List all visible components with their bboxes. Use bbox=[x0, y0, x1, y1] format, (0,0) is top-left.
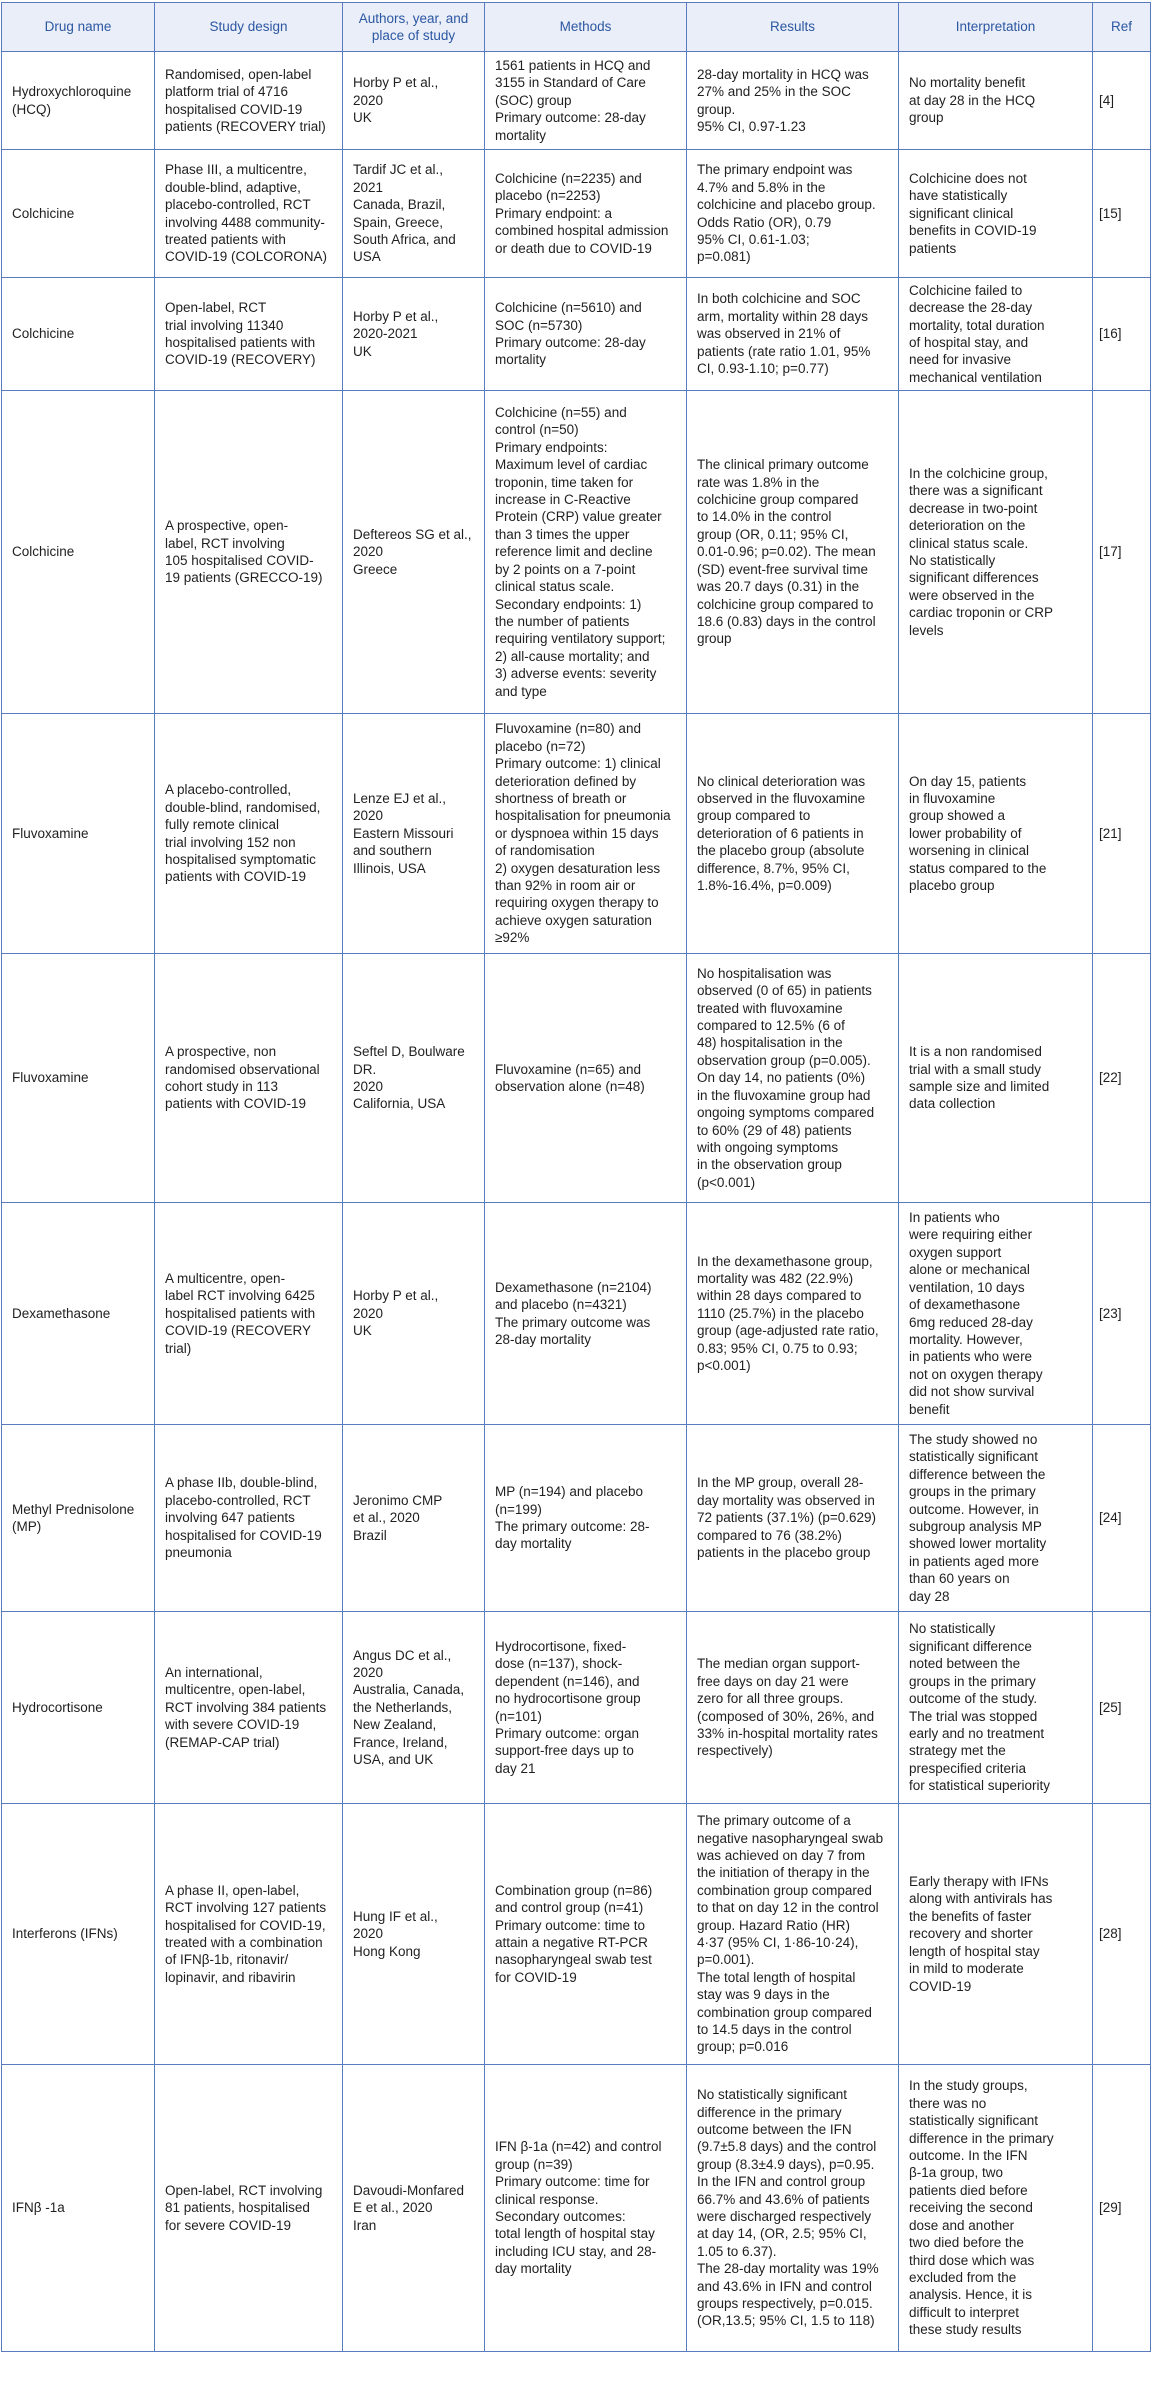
table-row bbox=[2, 52, 1151, 150]
results-cell: In the MP group, overall 28- day mortality was observed in 72 patients (37.1%) (p=0.629) compared to 76 (38.2%) patients in the placebo group bbox=[687, 1425, 899, 1612]
table-row bbox=[2, 1203, 1151, 1425]
drug-name-cell: Methyl Prednisolone (MP) bbox=[2, 1425, 155, 1612]
study-design-cell: Open-label, RCT involving 81 patients, hospitalised for severe COVID-19 bbox=[155, 2065, 343, 2352]
interpretation-cell: On day 15, patients in fluvoxamine group showed a lower probability of worsening in clinical status compared to the placebo group bbox=[899, 714, 1093, 954]
ref-cell: [4] bbox=[1093, 52, 1151, 150]
methods-cell: Fluvoxamine (n=80) and placebo (n=72) Primary outcome: 1) clinical deterioration defined by shortness of breath or hospitalisation for pneumonia or dyspnoea within 15 days of randomisation 2) oxygen desaturation less than 92% in room air or requiring oxygen therapy to achieve oxygen saturation ≥92% bbox=[485, 714, 687, 954]
header-authors: Authors, year, and place of study bbox=[343, 3, 485, 52]
study-design-cell: A phase IIb, double-blind, placebo-controlled, RCT involving 647 patients hospitalised for COVID-19 pneumonia bbox=[155, 1425, 343, 1612]
methods-cell: Fluvoxamine (n=65) and observation alone (n=48) bbox=[485, 954, 687, 1203]
methods-cell: IFN β-1a (n=42) and control group (n=39) Primary outcome: time for clinical response. Secondary outcomes: total length of hospital stay including ICU stay, and 28- day mortality bbox=[485, 2065, 687, 2352]
ref-cell: [24] bbox=[1093, 1425, 1151, 1612]
authors-cell: Davoudi-Monfared E et al., 2020 Iran bbox=[343, 2065, 485, 2352]
header-methods: Methods bbox=[485, 3, 687, 52]
ref-cell: [28] bbox=[1093, 1804, 1151, 2065]
ref-cell: [23] bbox=[1093, 1203, 1151, 1425]
authors-cell: Jeronimo CMP et al., 2020 Brazil bbox=[343, 1425, 485, 1612]
table-row bbox=[2, 150, 1151, 278]
drug-name-cell: Interferons (IFNs) bbox=[2, 1804, 155, 2065]
authors-cell: Hung IF et al., 2020 Hong Kong bbox=[343, 1804, 485, 2065]
results-cell: The primary outcome of a negative nasopharyngeal swab was achieved on day 7 from the initiation of therapy in the combination group compared to that on day 12 in the control group. Hazard Ratio (HR) 4·37 (95% CI, 1·86-10·24), p=0.001). The total length of hospital stay was 9 days in the combination group compared to 14.5 days in the control group; p=0.016 bbox=[687, 1804, 899, 2065]
table-row bbox=[2, 2065, 1151, 2352]
results-cell: The clinical primary outcome rate was 1.8% in the colchicine group compared to 14.0% in the control group (OR, 0.11; 95% CI, 0.01-0.96; p=0.02). The mean (SD) event-free survival time was 20.7 days (0.31) in the colchicine group compared to 18.6 (0.83) days in the control group bbox=[687, 391, 899, 714]
methods-cell: Hydrocortisone, fixed- dose (n=137), shock- dependent (n=146), and no hydrocortisone group (n=101) Primary outcome: organ support-free days up to day 21 bbox=[485, 1612, 687, 1804]
study-design-cell: Phase III, a multicentre, double-blind, adaptive, placebo-controlled, RCT involving 4488 community- treated patients with COVID-19 (COLCORONA) bbox=[155, 150, 343, 278]
methods-cell: Colchicine (n=5610) and SOC (n=5730) Primary outcome: 28-day mortality bbox=[485, 278, 687, 391]
interpretation-cell: In the study groups, there was no statistically significant difference in the primary outcome. In the IFN β-1a group, two patients died before receiving the second dose and another two died before the third dose which was excluded from the analysis. Hence, it is difficult to interpret these study results bbox=[899, 2065, 1093, 2352]
header-interpretation: Interpretation bbox=[899, 3, 1093, 52]
authors-cell: Angus DC et al., 2020 Australia, Canada, the Netherlands, New Zealand, France, Ireland, USA, and UK bbox=[343, 1612, 485, 1804]
table-row bbox=[2, 391, 1151, 714]
drug-name-cell: Colchicine bbox=[2, 278, 155, 391]
interpretation-cell: The study showed no statistically significant difference between the groups in the primary outcome. However, in subgroup analysis MP showed lower mortality in patients aged more than 60 years on day 28 bbox=[899, 1425, 1093, 1612]
authors-cell: Horby P et al., 2020-2021 UK bbox=[343, 278, 485, 391]
interpretation-cell: In patients who were requiring either oxygen support alone or mechanical ventilation, 10 days of dexamethasone 6mg reduced 28-day mortality. However, in patients who were not on oxygen therapy did not show survival benefit bbox=[899, 1203, 1093, 1425]
header-results: Results bbox=[687, 3, 899, 52]
drug-name-cell: Fluvoxamine bbox=[2, 954, 155, 1203]
study-design-cell: Open-label, RCT trial involving 11340 hospitalised patients with COVID-19 (RECOVERY) bbox=[155, 278, 343, 391]
drug-name-cell: IFNβ -1a bbox=[2, 2065, 155, 2352]
interpretation-cell: Early therapy with IFNs along with antivirals has the benefits of faster recovery and shorter length of hospital stay in mild to moderate COVID-19 bbox=[899, 1804, 1093, 2065]
table-row bbox=[2, 1425, 1151, 1612]
results-cell: The median organ support- free days on day 21 were zero for all three groups. (composed of 30%, 26%, and 33% in-hospital mortality rates respectively) bbox=[687, 1612, 899, 1804]
studies-table bbox=[1, 2, 1151, 2352]
header-study-design: Study design bbox=[155, 3, 343, 52]
authors-cell: Lenze EJ et al., 2020 Eastern Missouri and southern Illinois, USA bbox=[343, 714, 485, 954]
drug-name-cell: Fluvoxamine bbox=[2, 714, 155, 954]
drug-name-cell: Hydrocortisone bbox=[2, 1612, 155, 1804]
table-row bbox=[2, 954, 1151, 1203]
study-design-cell: A phase II, open-label, RCT involving 127 patients hospitalised for COVID-19, treated with a combination of IFNβ-1b, ritonavir/ lopinavir, and ribavirin bbox=[155, 1804, 343, 2065]
study-design-cell: A placebo-controlled, double-blind, randomised, fully remote clinical trial involving 152 non hospitalised symptomatic patients with COVID-19 bbox=[155, 714, 343, 954]
table-row bbox=[2, 714, 1151, 954]
study-design-cell: Randomised, open-label platform trial of 4716 hospitalised COVID-19 patients (RECOVERY trial) bbox=[155, 52, 343, 150]
study-design-cell: A multicentre, open- label RCT involving 6425 hospitalised patients with COVID-19 (RECOVERY trial) bbox=[155, 1203, 343, 1425]
drug-name-cell: Colchicine bbox=[2, 150, 155, 278]
study-design-cell: A prospective, non randomised observational cohort study in 113 patients with COVID-19 bbox=[155, 954, 343, 1203]
interpretation-cell: No statistically significant difference noted between the groups in the primary outcome of the study. The trial was stopped early and no treatment strategy met the prespecified criteria for statistical superiority bbox=[899, 1612, 1093, 1804]
methods-cell: Colchicine (n=55) and control (n=50) Primary endpoints: Maximum level of cardiac troponin, time taken for increase in C-Reactive Protein (CRP) value greater than 3 times the upper reference limit and decline by 2 points on a 7-point clinical status scale. Secondary endpoints: 1) the number of patients requiring ventilatory support; 2) all-cause mortality; and 3) adverse events: severity and type bbox=[485, 391, 687, 714]
drug-name-cell: Colchicine bbox=[2, 391, 155, 714]
drug-name-cell: Hydroxychloroquine (HCQ) bbox=[2, 52, 155, 150]
header-row bbox=[2, 3, 1151, 52]
results-cell: No hospitalisation was observed (0 of 65) in patients treated with fluvoxamine compared to 12.5% (6 of 48) hospitalisation in the observation group (p=0.005). On day 14, no patients (0%) in the fluvoxamine group had ongoing symptoms compared to 60% (29 of 48) patients with ongoing symptoms in the observation group (p<0.001) bbox=[687, 954, 899, 1203]
results-cell: No clinical deterioration was observed in the fluvoxamine group compared to deterioration of 6 patients in the placebo group (absolute difference, 8.7%, 95% CI, 1.8%-16.4%, p=0.009) bbox=[687, 714, 899, 954]
ref-cell: [25] bbox=[1093, 1612, 1151, 1804]
ref-cell: [16] bbox=[1093, 278, 1151, 391]
results-cell: 28-day mortality in HCQ was 27% and 25% in the SOC group. 95% CI, 0.97-1.23 bbox=[687, 52, 899, 150]
interpretation-cell: No mortality benefit at day 28 in the HCQ group bbox=[899, 52, 1093, 150]
results-cell: No statistically significant difference in the primary outcome between the IFN (9.7±5.8 days) and the control group (8.3±4.9 days), p=0.95. In the IFN and control group 66.7% and 43.6% of patients were discharged respectively at day 14, (OR, 2.5; 95% CI, 1.05 to 6.37). The 28-day mortality was 19% and 43.6% in IFN and control groups respectively, p=0.015. (OR,13.5; 95% CI, 1.5 to 118) bbox=[687, 2065, 899, 2352]
methods-cell: Dexamethasone (n=2104) and placebo (n=4321) The primary outcome was 28-day mortality bbox=[485, 1203, 687, 1425]
methods-cell: 1561 patients in HCQ and 3155 in Standard of Care (SOC) group Primary outcome: 28-day mortality bbox=[485, 52, 687, 150]
drug-name-cell: Dexamethasone bbox=[2, 1203, 155, 1425]
interpretation-cell: It is a non randomised trial with a small study sample size and limited data collection bbox=[899, 954, 1093, 1203]
authors-cell: Deftereos SG et al., 2020 Greece bbox=[343, 391, 485, 714]
header-drug-name: Drug name bbox=[2, 3, 155, 52]
interpretation-cell: In the colchicine group, there was a significant decrease in two-point deterioration on the clinical status scale. No statistically significant differences were observed in the cardiac troponin or CRP levels bbox=[899, 391, 1093, 714]
authors-cell: Seftel D, Boulware DR. 2020 California, USA bbox=[343, 954, 485, 1203]
authors-cell: Tardif JC et al., 2021 Canada, Brazil, Spain, Greece, South Africa, and USA bbox=[343, 150, 485, 278]
ref-cell: [21] bbox=[1093, 714, 1151, 954]
header-ref: Ref bbox=[1093, 3, 1151, 52]
results-cell: In the dexamethasone group, mortality was 482 (22.9%) within 28 days compared to 1110 (25.7%) in the placebo group (age-adjusted rate ratio, 0.83; 95% CI, 0.75 to 0.93; p<0.001) bbox=[687, 1203, 899, 1425]
methods-cell: Combination group (n=86) and control group (n=41) Primary outcome: time to attain a negative RT-PCR nasopharyngeal swab test for COVID-19 bbox=[485, 1804, 687, 2065]
authors-cell: Horby P et al., 2020 UK bbox=[343, 1203, 485, 1425]
methods-cell: MP (n=194) and placebo (n=199) The primary outcome: 28- day mortality bbox=[485, 1425, 687, 1612]
results-cell: In both colchicine and SOC arm, mortality within 28 days was observed in 21% of patients (rate ratio 1.01, 95% CI, 0.93-1.10; p=0.77) bbox=[687, 278, 899, 391]
table-row bbox=[2, 1612, 1151, 1804]
ref-cell: [22] bbox=[1093, 954, 1151, 1203]
methods-cell: Colchicine (n=2235) and placebo (n=2253) Primary endpoint: a combined hospital admission or death due to COVID-19 bbox=[485, 150, 687, 278]
authors-cell: Horby P et al., 2020 UK bbox=[343, 52, 485, 150]
ref-cell: [29] bbox=[1093, 2065, 1151, 2352]
study-design-cell: An international, multicentre, open-label, RCT involving 384 patients with severe COVID-19 (REMAP-CAP trial) bbox=[155, 1612, 343, 1804]
interpretation-cell: Colchicine does not have statistically significant clinical benefits in COVID-19 patients bbox=[899, 150, 1093, 278]
ref-cell: [15] bbox=[1093, 150, 1151, 278]
ref-cell: [17] bbox=[1093, 391, 1151, 714]
study-design-cell: A prospective, open- label, RCT involving 105 hospitalised COVID- 19 patients (GRECCO-19) bbox=[155, 391, 343, 714]
interpretation-cell: Colchicine failed to decrease the 28-day mortality, total duration of hospital stay, and need for invasive mechanical ventilation bbox=[899, 278, 1093, 391]
table-row bbox=[2, 278, 1151, 391]
table-row bbox=[2, 1804, 1151, 2065]
results-cell: The primary endpoint was 4.7% and 5.8% in the colchicine and placebo group. Odds Ratio (OR), 0.79 95% CI, 0.61-1.03; p=0.081) bbox=[687, 150, 899, 278]
